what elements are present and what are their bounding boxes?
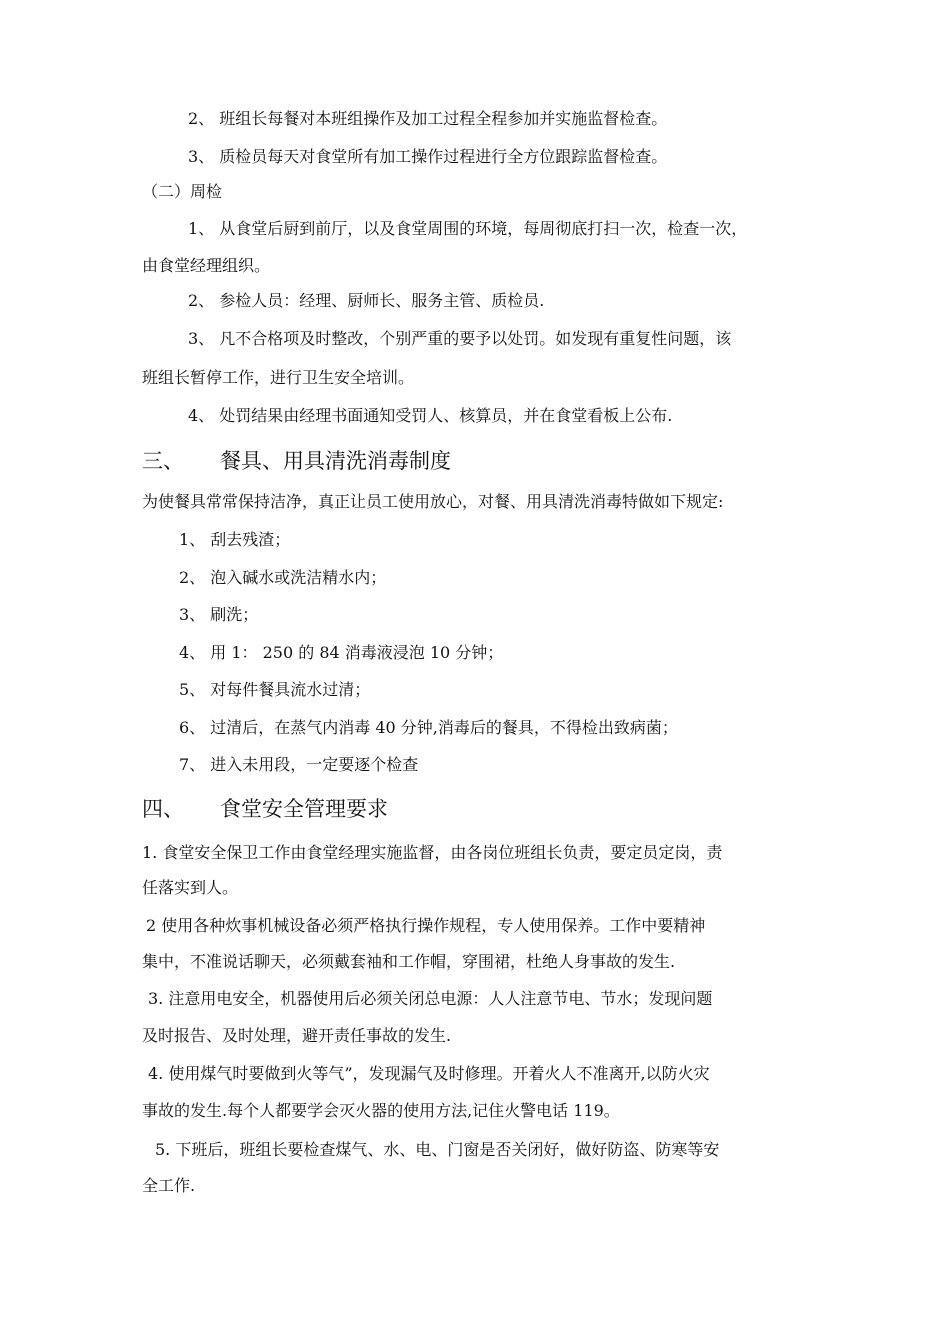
section-3-intro: 为使餐具常常保持洁净，真正让员工使用放心，对餐、用具清洗消毒特做如下规定: bbox=[142, 492, 724, 511]
cleaning-step-7: 7、 进入未用段，一定要逐个检查 bbox=[179, 755, 419, 774]
section-4-title: 食堂安全管理要求 bbox=[220, 797, 388, 821]
safety-rule-5-line-2: 全工作. bbox=[142, 1176, 196, 1195]
cleaning-step-2: 2、 泡入碱水或洗洁精水内； bbox=[179, 568, 387, 587]
safety-rule-2-line-2: 集中，不准说话聊天，必须戴套袖和工作帽，穿围裙，杜绝人身事故的发生. bbox=[142, 952, 676, 971]
section-3-heading bbox=[142, 448, 451, 474]
cleaning-step-4: 4、 用 1： 250 的 84 消毒液浸泡 10 分钟； bbox=[179, 643, 504, 662]
daily-check-item-2: 2、 班组长每餐对本班组操作及加工过程全程参加并实施监督检查。 bbox=[188, 109, 668, 128]
weekly-check-item-3-line-2: 班组长暂停工作，进行卫生安全培训。 bbox=[142, 368, 415, 387]
weekly-check-item-1-line-1: 1、 从食堂后厨到前厅，以及食堂周围的环境，每周彻底打扫一次，检查一次， bbox=[188, 219, 748, 238]
section-3-title: 餐具、用具清洗消毒制度 bbox=[220, 449, 451, 473]
weekly-check-item-4: 4、 处罚结果由经理书面通知受罚人、核算员，并在食堂看板上公布. bbox=[188, 406, 673, 425]
safety-rule-1-line-2: 任落实到人。 bbox=[142, 878, 239, 897]
cleaning-step-5: 5、 对每件餐具流水过清； bbox=[179, 680, 371, 699]
cleaning-step-6: 6、 过清后，在蒸气内消毒 40 分钟,消毒后的餐具，不得检出致病菌； bbox=[179, 718, 678, 737]
weekly-check-item-2: 2、 参检人员：经理、厨师长、服务主管、质检员. bbox=[188, 291, 545, 310]
weekly-check-heading: （二）周检 bbox=[142, 182, 223, 201]
section-4-heading bbox=[142, 796, 388, 822]
section-3-number: 三、 bbox=[142, 449, 184, 473]
safety-rule-5-line-1: 5. 下班后，班组长要检查煤气、水、电、门窗是否关闭好，做好防盗、防寒等安 bbox=[155, 1140, 720, 1159]
cleaning-step-3: 3、 刷洗； bbox=[179, 605, 259, 624]
weekly-check-item-3-line-1: 3、 凡不合格项及时整改，个别严重的要予以处罚。如发现有重复性问题，该 bbox=[188, 329, 732, 348]
safety-rule-3-line-1: 3. 注意用电安全，机器使用后必须关闭总电源：人人注意节电、节水；发现问题 bbox=[148, 989, 713, 1008]
safety-rule-1-line-1: 1. 食堂安全保卫工作由食堂经理实施监督，由各岗位班组长负责，要定员定岗，责 bbox=[142, 843, 723, 862]
safety-rule-2-line-1: 2 使用各种炊事机械设备必须严格执行操作规程，专人使用保养。工作中要精神 bbox=[146, 916, 706, 935]
safety-rule-3-line-2: 及时报告、及时处理，避开责任事故的发生. bbox=[142, 1026, 452, 1045]
cleaning-step-1: 1、 刮去残渣； bbox=[179, 530, 291, 549]
safety-rule-4-line-1: 4. 使用煤气时要做到火等气”，发现漏气及时修理。开着火人不准离开,以防火灾 bbox=[148, 1064, 710, 1083]
section-4-number: 四、 bbox=[142, 797, 184, 821]
daily-check-item-3: 3、 质检员每天对食堂所有加工操作过程进行全方位跟踪监督检查。 bbox=[188, 147, 668, 166]
safety-rule-4-line-2: 事故的发生.每个人都要学会灭火器的使用方法,记住火警电话 119。 bbox=[142, 1101, 620, 1120]
weekly-check-item-1-line-2: 由食堂经理组织。 bbox=[142, 256, 271, 275]
